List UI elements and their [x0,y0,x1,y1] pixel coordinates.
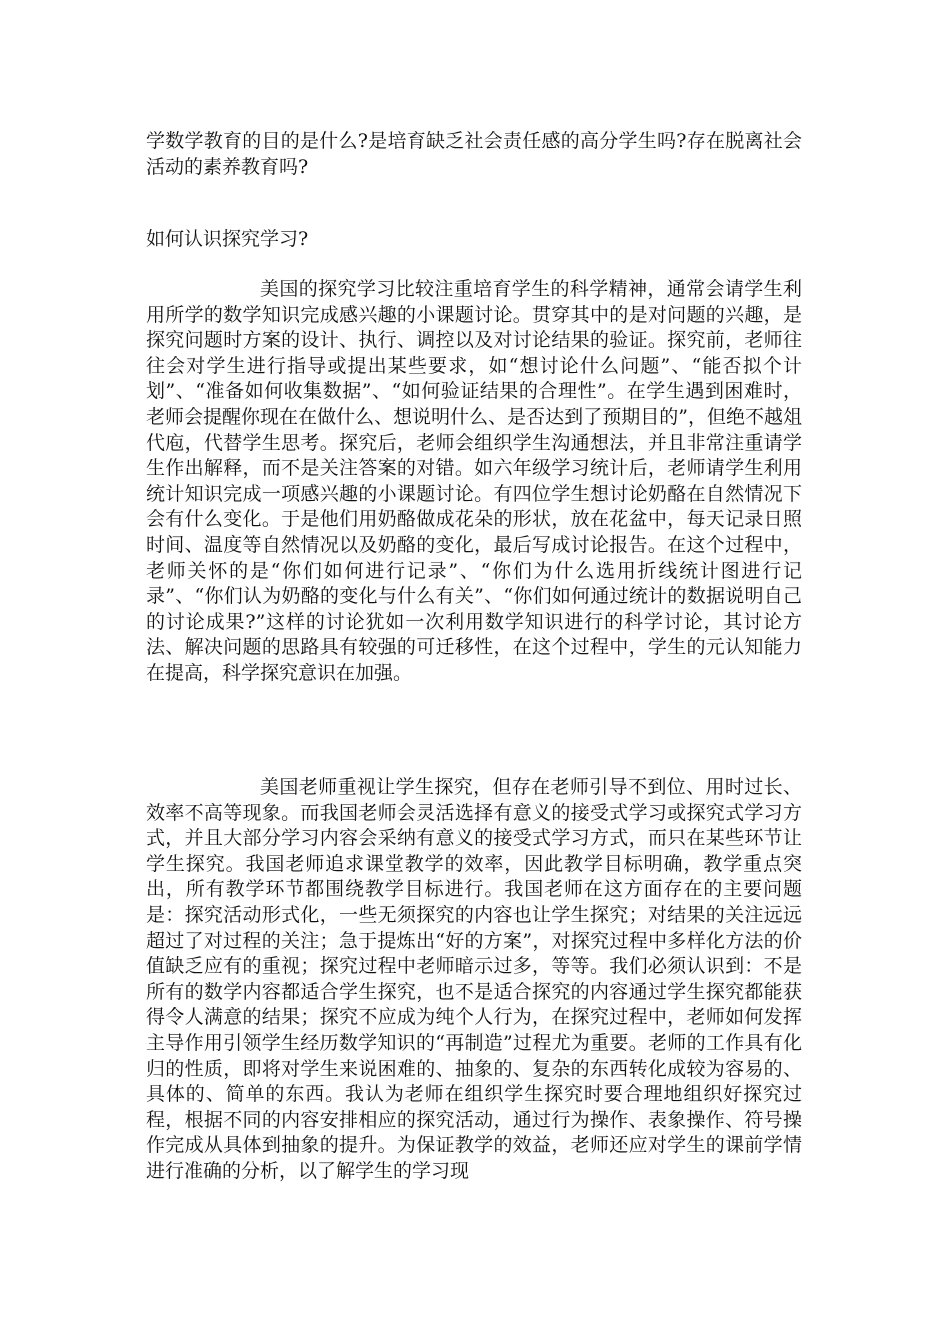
intro-paragraph: 学数学教育的目的是什么?是培育缺乏社会责任感的高分学生吗?存在脱离社会活动的素养教育吗? [146,130,802,178]
section-heading: 如何认识探究学习? [146,228,309,250]
body-paragraph-1: 美国的探究学习比较注重培育学生的科学精神，通常会请学生利用所学的数学知识完成感兴趣的小课题讨论。贯穿其中的是对问题的兴趣，是探究问题时方案的设计、执行、调控以及对讨论结果的验证。探究前，老师往往会对学生进行指导或提出某些要求，如“想讨论什么问题”、“能否拟个计划”、“准备如何收集数据”、“如何验证结果的合理性”。在学生遇到困难时，老师会提醒你现在在做什么、想说明什么、是否达到了预期目的”，但绝不越俎代庖，代替学生思考。探究后，老师会组织学生沟通想法，并且非常注重请学生作出解释，而不是关注答案的对错。如六年级学习统计后，老师请学生利用统计知识完成一项感兴趣的小课题讨论。有四位学生想讨论奶酪在自然情况下会有什么变化。于是他们用奶酪做成花朵的形状，放在花盆中，每天记录日照时间、温度等自然情况以及奶酪的变化，最后写成讨论报告。在这个过程中，老师关怀的是“你们如何进行记录”、“你们为什么选用折线统计图进行记录”、“你们认为奶酪的变化与什么有关”、“你们如何通过统计的数据说明自己的讨论成果?”这样的讨论犹如一次利用数学知识进行的科学讨论，其讨论方法、解决问题的思路具有较强的可迁移性，在这个过程中，学生的元认知能力在提高，科学探究意识在加强。 [146,278,802,684]
body-paragraph-2: 美国老师重视让学生探究，但存在老师引导不到位、用时过长、效率不高等现象。而我国老师会灵活选择有意义的接受式学习或探究式学习方式，并且大部分学习内容会采纳有意义的接受式学习方式，而只在某些环节让学生探究。我国老师追求课堂教学的效率，因此教学目标明确，教学重点突出，所有教学环节都围绕教学目标进行。我国老师在这方面存在的主要问题是：探究活动形式化，一些无须探究的内容也让学生探究；对结果的关注远远超过了对过程的关注；急于提炼出“好的方案”，对探究过程中多样化方法的价值缺乏应有的重视；探究过程中老师暗示过多，等等。我们必须认识到：不是所有的数学内容都适合学生探究，也不是适合探究的内容通过学生探究都能获得令人满意的结果；探究不应成为纯个人行为，在探究过程中，老师如何发挥主导作用引领学生经历数学知识的“再制造”过程尤为重要。老师的工作具有化归的性质，即将对学生来说困难的、抽象的、复杂的东西转化成较为容易的、具体的、简单的东西。我认为老师在组织学生探究时要合理地组织好探究过程，根据不同的内容安排相应的探究活动，通过行为操作、表象操作、符号操作完成从具体到抽象的提升。为保证教学的效益，老师还应对学生的课前学情进行准确的分析，以了解学生的学习现 [146,776,802,1182]
